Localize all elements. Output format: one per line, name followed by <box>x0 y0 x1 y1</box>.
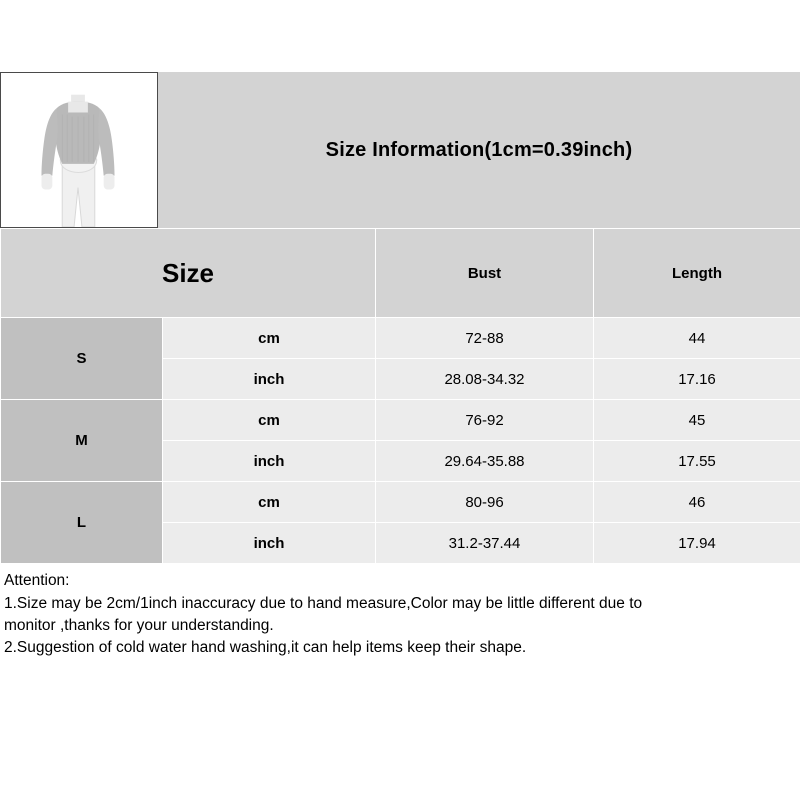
table-header-row <box>1 229 800 318</box>
unit-cell: inch <box>163 359 376 400</box>
table-row <box>1 400 800 441</box>
length-value: 17.94 <box>594 523 800 564</box>
size-label-l: L <box>1 482 163 564</box>
mannequin-illustration <box>1 73 157 227</box>
unit-cell: cm <box>163 400 376 441</box>
unit-cell: inch <box>163 441 376 482</box>
attention-line-1: 1.Size may be 2cm/1inch inaccuracy due to hand measure,Color may be little different due to <box>4 595 643 612</box>
size-label-m: M <box>1 400 163 482</box>
size-chart-header <box>0 72 800 228</box>
size-information-title: Size Information(1cm=0.39inch) <box>325 138 633 161</box>
product-photo <box>0 72 158 228</box>
length-value: 44 <box>594 318 800 359</box>
length-value: 46 <box>594 482 800 523</box>
bust-value: 72-88 <box>376 318 594 359</box>
attention-line-3: 2.Suggestion of cold water hand washing,it can help items keep their shape. <box>4 639 527 656</box>
unit-cell: cm <box>163 318 376 359</box>
unit-cell: cm <box>163 482 376 523</box>
bust-value: 76-92 <box>376 400 594 441</box>
length-value: 17.55 <box>594 441 800 482</box>
size-label-s: S <box>1 318 163 400</box>
table-row <box>1 482 800 523</box>
attention-notes <box>0 564 800 659</box>
table-row <box>1 318 800 359</box>
bust-value: 28.08-34.32 <box>376 359 594 400</box>
size-table <box>0 228 800 564</box>
header-cell-length: Length <box>594 229 800 318</box>
size-chart-sheet <box>0 72 800 659</box>
bust-value: 80-96 <box>376 482 594 523</box>
size-information-title-cell <box>158 72 800 228</box>
length-value: 17.16 <box>594 359 800 400</box>
attention-line-2: monitor ,thanks for your understanding. <box>4 617 274 634</box>
unit-cell: inch <box>163 523 376 564</box>
attention-title: Attention: <box>4 572 70 589</box>
header-cell-bust: Bust <box>376 229 594 318</box>
bust-value: 31.2-37.44 <box>376 523 594 564</box>
length-value: 45 <box>594 400 800 441</box>
header-cell-size: Size <box>1 229 376 318</box>
bust-value: 29.64-35.88 <box>376 441 594 482</box>
